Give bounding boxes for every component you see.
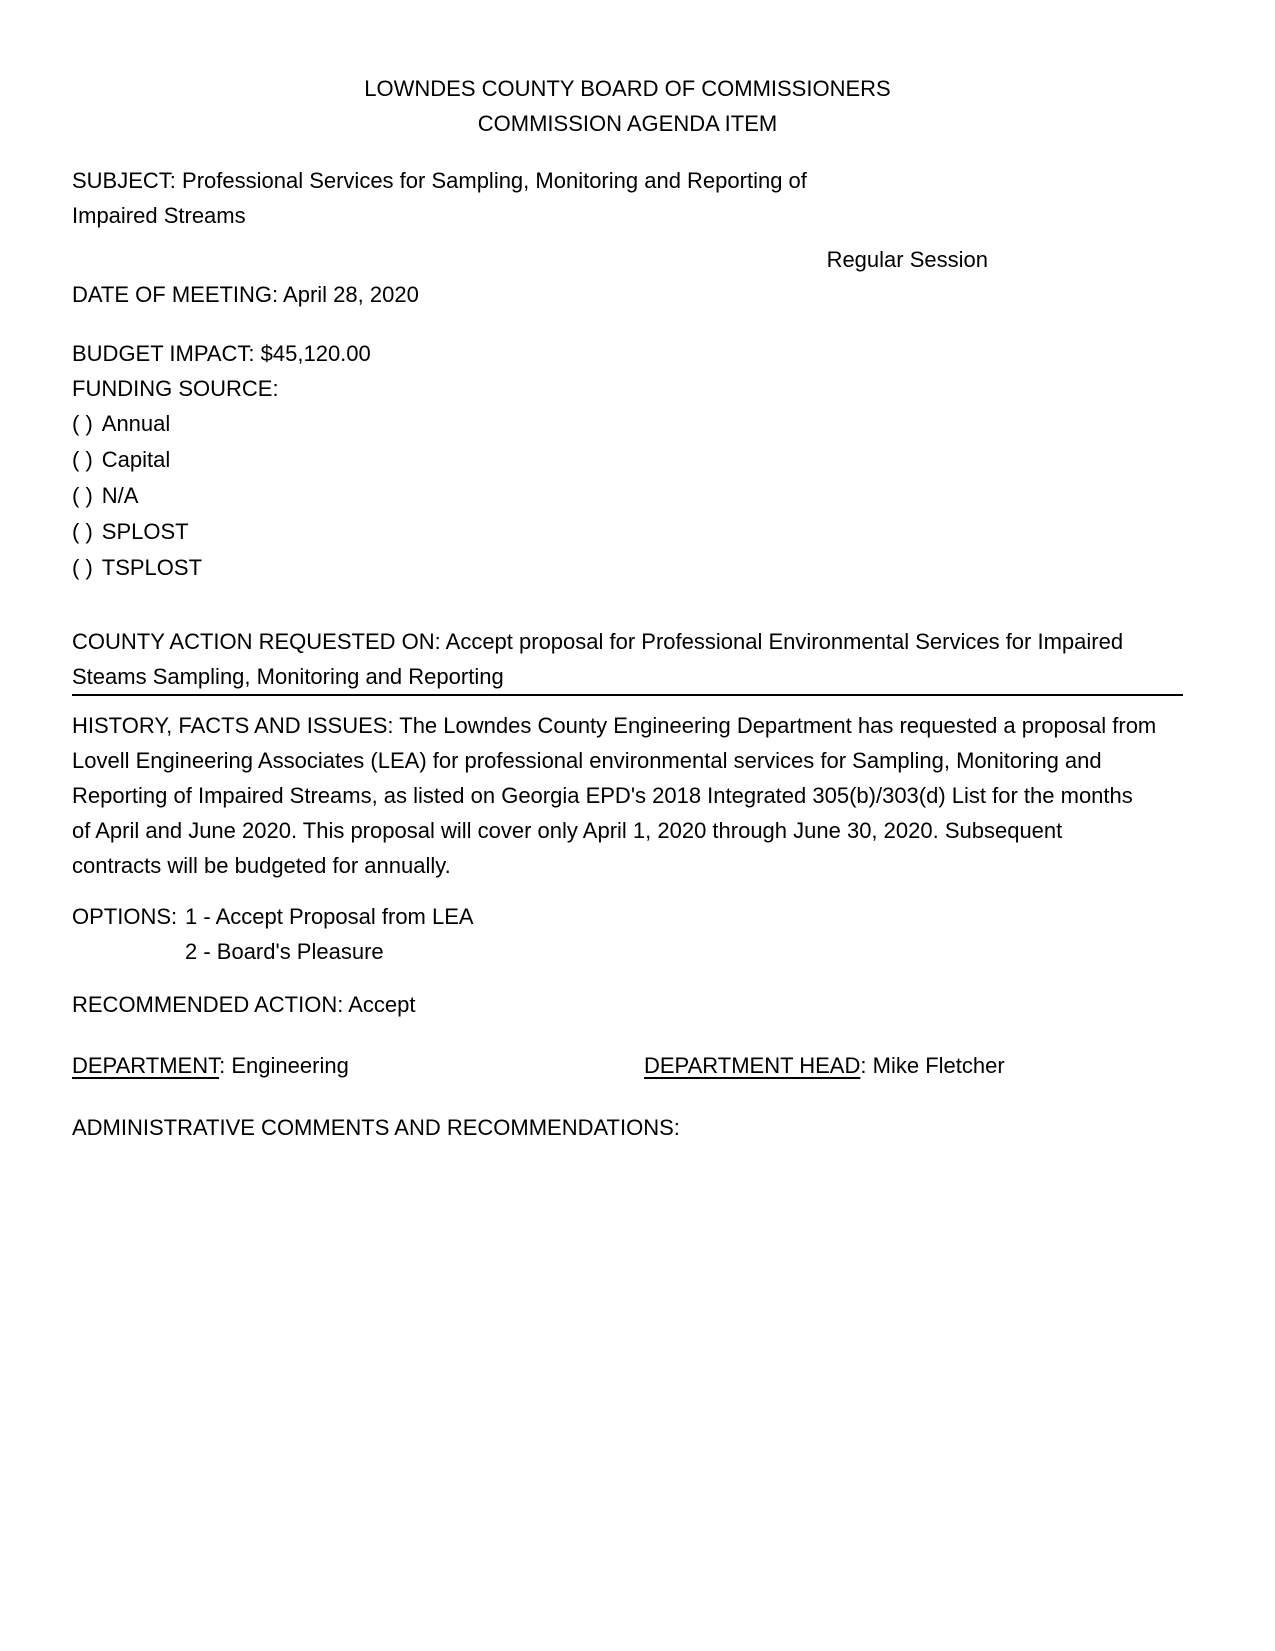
checkbox-splost: ( ) xyxy=(72,519,93,544)
budget-block xyxy=(72,336,1183,406)
department-colon: : xyxy=(219,1053,226,1078)
history-line-3: Reporting of Impaired Streams, as listed on Georgia EPD's 2018 Integrated 305(b)/303(d) List for the months xyxy=(72,783,1133,808)
department-row xyxy=(72,1048,1183,1083)
department-head-value: Mike Fletcher xyxy=(872,1053,1005,1078)
history-line-2: Lovell Engineering Associates (LEA) for professional environmental services for Sampling, Monitoring and xyxy=(72,748,1102,773)
checkbox-annual: ( ) xyxy=(72,411,93,436)
funding-option-label: N/A xyxy=(101,483,139,508)
checkbox-capital: ( ) xyxy=(72,447,93,472)
county-action-line-1: COUNTY ACTION REQUESTED ON: Accept proposal for Professional Environmental Services for Impaired xyxy=(72,629,1124,654)
county-action-block xyxy=(72,624,1183,694)
department-head-colon: : xyxy=(860,1053,867,1078)
history-line-4: of April and June 2020. This proposal will cover only April 1, 2020 through June 30, 2020. Subsequent xyxy=(72,818,1063,843)
funding-option-label: Annual xyxy=(101,411,171,436)
history-line-1: HISTORY, FACTS AND ISSUES: The Lowndes County Engineering Department has requested a proposal from xyxy=(72,713,1157,738)
date-of-meeting: DATE OF MEETING: April 28, 2020 xyxy=(72,282,419,307)
option-item-2: 2 - Board's Pleasure xyxy=(185,939,384,964)
funding-option-na xyxy=(72,478,1183,514)
funding-source-label: FUNDING SOURCE: xyxy=(72,376,279,401)
checkbox-tsplost: ( ) xyxy=(72,555,93,580)
subject-line-1: SUBJECT: Professional Services for Sampling, Monitoring and Reporting of xyxy=(72,168,807,193)
subject-line-2: Impaired Streams xyxy=(72,203,246,228)
document-header xyxy=(72,71,1183,141)
department-head-label: DEPARTMENT HEAD xyxy=(644,1053,861,1078)
history-line-5: contracts will be budgeted for annually. xyxy=(72,853,451,878)
option-item-1: 1 - Accept Proposal from LEA xyxy=(185,904,474,929)
options-label: OPTIONS: xyxy=(72,904,178,929)
recommended-action: RECOMMENDED ACTION: Accept xyxy=(72,992,416,1017)
department-value: Engineering xyxy=(231,1053,349,1078)
funding-option-splost xyxy=(72,514,1183,550)
funding-option-label: SPLOST xyxy=(101,519,189,544)
section-divider-line xyxy=(72,694,1183,696)
administrative-comments: ADMINISTRATIVE COMMENTS AND RECOMMENDATIONS: xyxy=(72,1115,680,1140)
funding-option-label: Capital xyxy=(101,447,171,472)
funding-option-annual xyxy=(72,406,1183,442)
county-action-line-2: Steams Sampling, Monitoring and Reporting xyxy=(72,664,504,689)
department-label: DEPARTMENT xyxy=(72,1053,220,1078)
budget-impact: BUDGET IMPACT: $45,120.00 xyxy=(72,341,371,366)
department-head-field xyxy=(644,1048,1005,1083)
history-facts-issues-block xyxy=(72,708,1183,883)
funding-option-tsplost xyxy=(72,550,1183,586)
funding-source-options xyxy=(72,406,1183,586)
header-title-line-2: COMMISSION AGENDA ITEM xyxy=(477,111,778,136)
options-items xyxy=(185,899,474,969)
funding-option-label: TSPLOST xyxy=(101,555,203,580)
checkbox-na: ( ) xyxy=(72,483,93,508)
department-field xyxy=(72,1048,644,1083)
funding-option-capital xyxy=(72,442,1183,478)
options-block xyxy=(72,899,1183,969)
subject-block xyxy=(72,163,1183,233)
session-type: Regular Session xyxy=(826,247,988,272)
header-title-line-1: LOWNDES COUNTY BOARD OF COMMISSIONERS xyxy=(364,76,891,101)
